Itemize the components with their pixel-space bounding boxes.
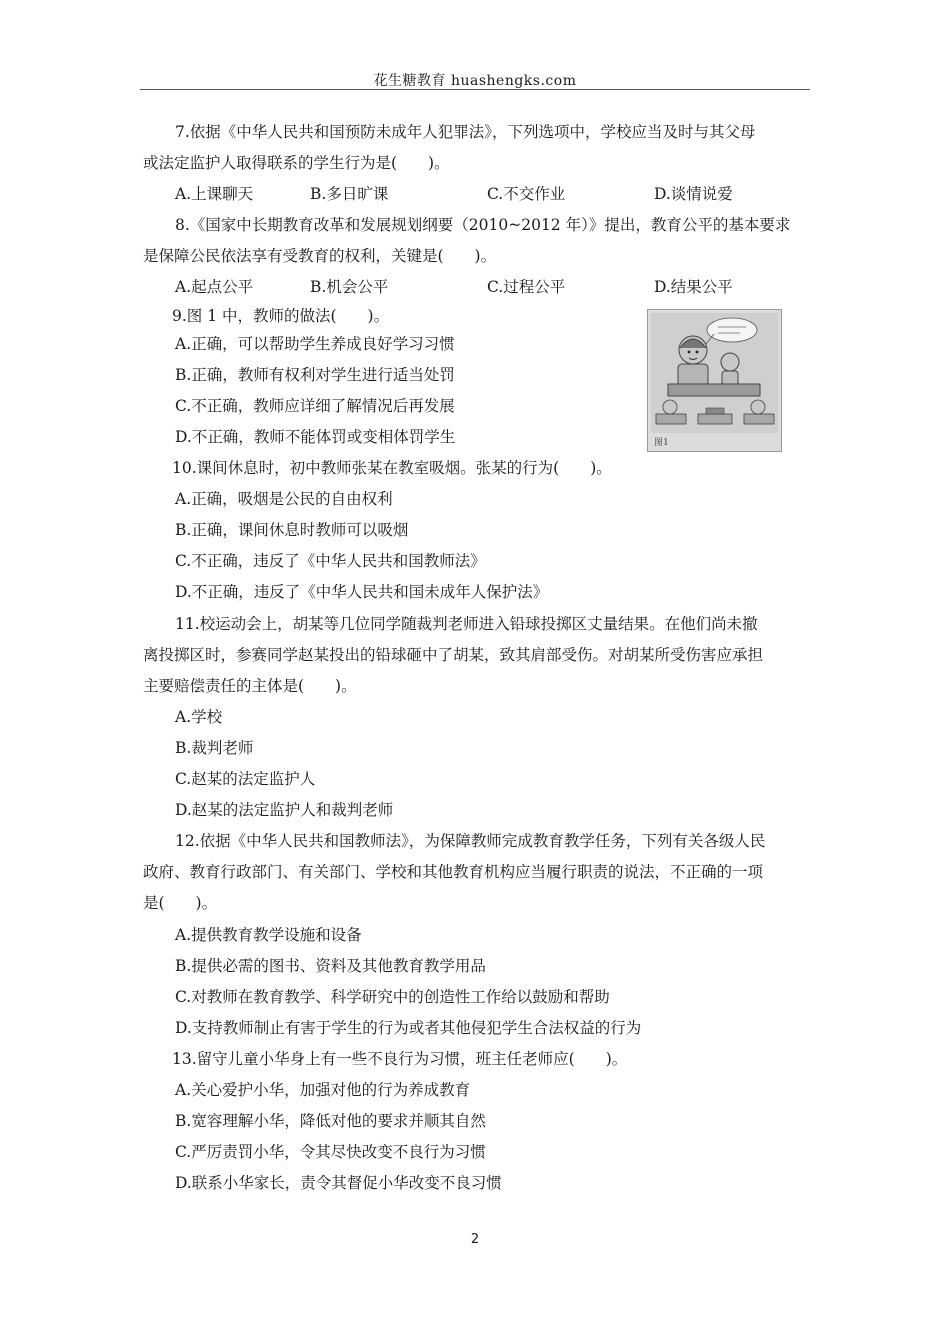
q7-stem-line2: 或法定监护人取得联系的学生行为是( )。 [143, 154, 450, 172]
q13-option-a: A.关心爱护小华，加强对他的行为养成教育 [175, 1081, 471, 1099]
header-rule [140, 89, 810, 90]
q7-option-b: B.多日旷课 [310, 185, 389, 203]
q12-option-d: D.支持教师制止有害于学生的行为或者其他侵犯学生合法权益的行为 [175, 1019, 642, 1037]
q7-option-d: D.谈情说爱 [654, 185, 733, 203]
q12-stem-line2: 政府、教育行政部门、有关部门、学校和其他教育机构应当履行职责的说法，不正确的一项 [143, 863, 764, 881]
q8-option-b: B.机会公平 [310, 278, 389, 296]
cartoon-illustration [648, 310, 781, 451]
q11-stem-line3: 主要赔偿责任的主体是( )。 [143, 677, 357, 695]
q7-option-c: C.不交作业 [487, 185, 566, 203]
q10-option-a: A.正确，吸烟是公民的自由权利 [175, 490, 393, 508]
page-header: 花生糖教育 huashengks.com [373, 73, 577, 89]
q10-option-b: B.正确，课间休息时教师可以吸烟 [175, 521, 409, 539]
q11-stem-line2: 离投掷区时，参赛同学赵某投出的铅球砸中了胡某，致其肩部受伤。对胡某所受伤害应承担 [143, 646, 764, 664]
q12-option-b: B.提供必需的图书、资料及其他教育教学用品 [175, 957, 486, 975]
q8-option-d: D.结果公平 [654, 278, 733, 296]
q10-option-c: C.不正确，违反了《中华人民共和国教师法》 [175, 552, 486, 570]
figure-1-cartoon [647, 309, 782, 452]
q9-option-a: A.正确，可以帮助学生养成良好学习习惯 [175, 335, 455, 353]
q12-stem-line1: 12.依据《中华人民共和国教师法》，为保障教师完成教育教学任务，下列有关各级人民 [175, 832, 766, 850]
q8-option-a: A.起点公平 [175, 278, 254, 296]
q9-option-c: C.不正确，教师应详细了解情况后再发展 [175, 397, 455, 415]
q13-stem: 13.留守儿童小华身上有一些不良行为习惯，班主任老师应( )。 [172, 1050, 628, 1068]
q8-option-c: C.过程公平 [487, 278, 566, 296]
q11-option-c: C.赵某的法定监护人 [175, 770, 316, 788]
q10-option-d: D.不正确，违反了《中华人民共和国未成年人保护法》 [175, 583, 549, 601]
q7-stem-line1: 7.依据《中华人民共和国预防未成年人犯罪法》，下列选项中，学校应当及时与其父母 [175, 123, 756, 141]
q11-stem-line1: 11.校运动会上，胡某等几位同学随裁判老师进入铅球投掷区丈量结果。在他们尚未撤 [175, 615, 758, 633]
q11-option-b: B.裁判老师 [175, 739, 254, 757]
q13-option-b: B.宽容理解小华，降低对他的要求并顺其自然 [175, 1112, 486, 1130]
q11-option-d: D.赵某的法定监护人和裁判老师 [175, 801, 394, 819]
q8-stem-line1: 8.《国家中长期教育改革和发展规划纲要（2010~2012 年）》提出，教育公平的基本要求 [175, 216, 791, 234]
q9-option-d: D.不正确，教师不能体罚或变相体罚学生 [175, 428, 456, 446]
q12-option-a: A.提供教育教学设施和设备 [175, 926, 362, 944]
q12-stem-line3: 是( )。 [143, 894, 218, 912]
q10-stem: 10.课间休息时，初中教师张某在教室吸烟。张某的行为( )。 [172, 459, 612, 477]
figure-caption: 图1 [654, 438, 669, 448]
q11-option-a: A.学校 [175, 708, 223, 726]
q13-option-d: D.联系小华家长，责令其督促小华改变不良习惯 [175, 1174, 502, 1192]
q7-option-a: A.上课聊天 [175, 185, 254, 203]
page-number: 2 [470, 1232, 480, 1247]
q8-stem-line2: 是保障公民依法享有受教育的权利，关键是( )。 [143, 247, 497, 265]
q9-stem: 9.图 1 中，教师的做法( )。 [172, 307, 390, 325]
q13-option-c: C.严厉责罚小华，令其尽快改变不良行为习惯 [175, 1143, 486, 1161]
q9-option-b: B.正确，教师有权利对学生进行适当处罚 [175, 366, 455, 384]
q12-option-c: C.对教师在教育教学、科学研究中的创造性工作给以鼓励和帮助 [175, 988, 610, 1006]
